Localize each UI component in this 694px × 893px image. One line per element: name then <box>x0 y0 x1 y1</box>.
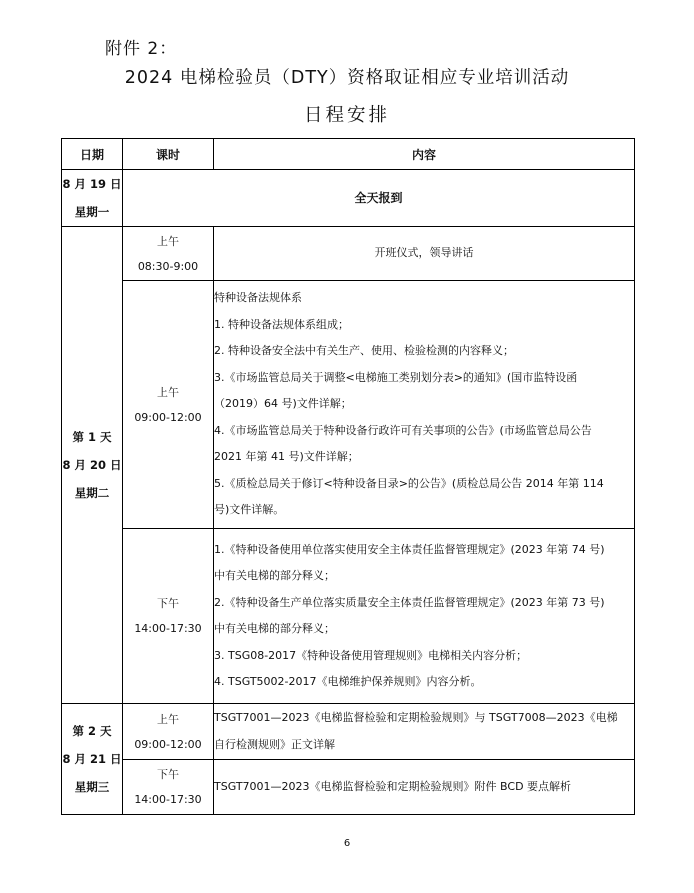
content-line: TSGT7001—2023《电梯监督检验和定期检验规则》与 TSGT7008—2023《电梯 <box>214 711 618 724</box>
document-title: 2024 电梯检验员（DTY）资格取证相应专业培训活动 <box>124 68 570 88</box>
time-cell <box>123 281 214 529</box>
time-cell <box>123 704 214 760</box>
content-line: 2.《特种设备生产单位落实质量安全主体责任监督管理规定》(2023 年第 73 号) <box>214 595 605 609</box>
content-line: 中有关电梯的部分释义； <box>214 569 335 582</box>
table-row <box>62 529 635 704</box>
time-text: 14:00-17:30 <box>134 793 202 806</box>
day-text: 第 2 天 <box>72 724 112 738</box>
weekday-text: 星期二 <box>74 486 110 500</box>
content-line: 4. TSGT5002-2017《电梯维护保养规则》内容分析。 <box>214 675 482 688</box>
content-cell: 全天报到 <box>123 170 635 227</box>
content-line: 自行检测规则》正文详解 <box>214 737 335 751</box>
time-cell <box>123 227 214 281</box>
content-line: 特种设备法规体系 <box>214 291 302 305</box>
content-line: （2019）64 号)文件详解； <box>214 397 352 411</box>
time-text: 09:00-12:00 <box>134 410 202 424</box>
table-row <box>62 760 635 815</box>
content-line: 1.《特种设备使用单位落实使用安全主体责任监督管理规定》(2023 年第 74 号) <box>214 542 605 556</box>
table-row <box>62 227 635 281</box>
period-text: 下午 <box>157 597 179 610</box>
content-line: 4.《市场监管总局关于特种设备行政许可有关事项的公告》(市场监管总局公告 <box>214 423 592 437</box>
table-row <box>62 170 635 227</box>
content-line: 2. 特种设备安全法中有关生产、使用、检验检测的内容释义； <box>214 344 514 358</box>
day-cell <box>62 227 123 704</box>
period-text: 下午 <box>157 768 179 781</box>
content-line: 3.《市场监管总局关于调整<电梯施工类别划分表>的通知》(国市监特设函 <box>214 370 578 384</box>
weekday-text: 星期一 <box>74 205 110 219</box>
content-cell: TSGT7001—2023《电梯监督检验和定期检验规则》附件 BCD 要点解析 <box>214 760 635 815</box>
attachment-label: 附件 2： <box>105 39 178 59</box>
content-cell <box>214 704 635 760</box>
table-header-row <box>62 139 635 170</box>
content-line: 1. 特种设备法规体系组成； <box>214 317 349 331</box>
table-row <box>62 704 635 760</box>
header-hours: 课时 <box>123 139 214 170</box>
time-cell <box>123 529 214 704</box>
content-cell <box>214 529 635 704</box>
header-date: 日期 <box>62 139 123 170</box>
date-cell <box>62 170 123 227</box>
period-text: 上午 <box>157 712 179 726</box>
date-text: 8 月 19 日 <box>62 177 122 191</box>
content-line: 2021 年第 41 号)文件详解； <box>214 450 359 464</box>
period-text: 上午 <box>157 385 179 399</box>
time-text: 08:30-9:00 <box>137 259 199 273</box>
header-content: 内容 <box>214 139 635 170</box>
period-text: 上午 <box>157 234 179 248</box>
time-cell <box>123 760 214 815</box>
day-cell <box>62 704 123 815</box>
date-text: 8 月 21 日 <box>62 752 122 766</box>
content-cell: 开班仪式，领导讲话 <box>214 227 635 281</box>
content-cell <box>214 281 635 529</box>
day-text: 第 1 天 <box>72 430 112 444</box>
time-text: 14:00-17:30 <box>134 622 202 635</box>
time-text: 09:00-12:00 <box>134 737 202 751</box>
content-line: 3. TSG08-2017《特种设备使用管理规则》电梯相关内容分析； <box>214 648 528 662</box>
date-text: 8 月 20 日 <box>62 458 122 472</box>
document-subtitle: 日程安排 <box>303 105 390 126</box>
content-line: 号)文件详解。 <box>214 503 285 517</box>
table-row <box>62 281 635 529</box>
weekday-text: 星期三 <box>74 780 110 794</box>
page-number: 6 <box>343 838 351 849</box>
content-line: 中有关电梯的部分释义； <box>214 622 335 635</box>
schedule-table <box>61 138 635 815</box>
content-line: 5.《质检总局关于修订<特种设备目录>的公告》(质检总局公告 2014 年第 114 <box>214 476 604 490</box>
